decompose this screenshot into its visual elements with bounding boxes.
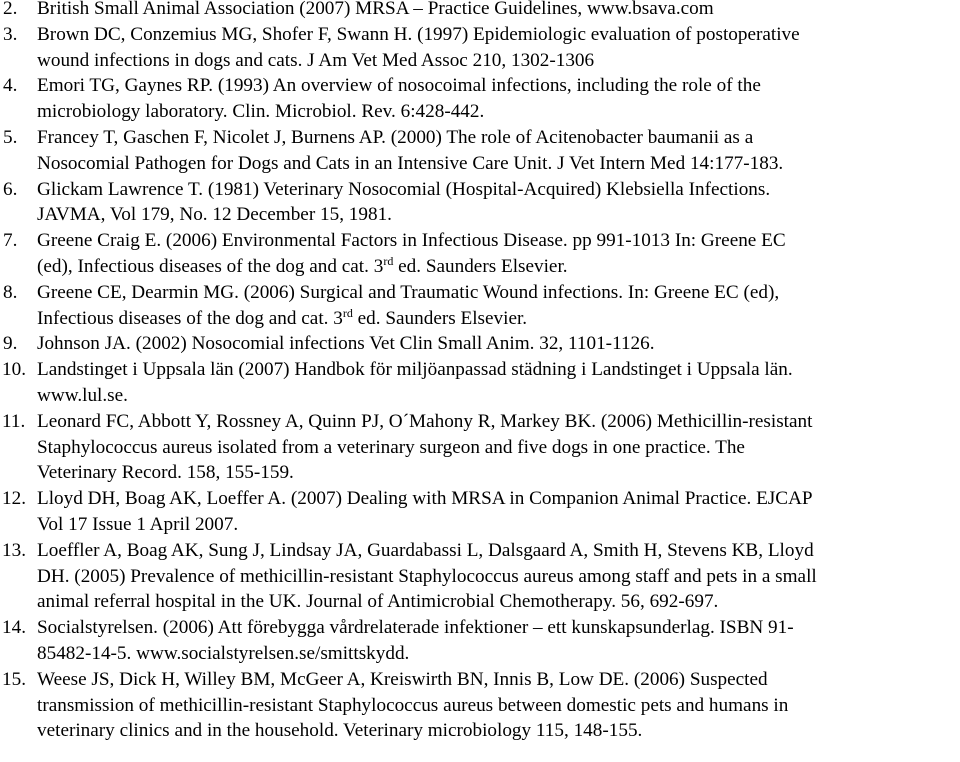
reference-number: 9.: [3, 333, 18, 355]
reference-number: 12.: [2, 488, 26, 510]
reference-text-line: Emori TG, Gaynes RP. (1993) An overview of nosocoimal infections, including the role of the: [37, 75, 761, 97]
reference-number: 2.: [3, 0, 18, 19]
reference-number: 5.: [3, 126, 18, 148]
reference-number: 14.: [2, 617, 26, 639]
reference-text-line: Weese JS, Dick H, Willey BM, McGeer A, Kreiswirth BN, Innis B, Low DE. (2006) Suspected: [37, 668, 768, 690]
reference-text-line: Greene CE, Dearmin MG. (2006) Surgical and Traumatic Wound infections. In: Greene EC (ed),: [37, 281, 780, 303]
reference-text-line: Francey T, Gaschen F, Nicolet J, Burnens AP. (2000) The role of Acitenobacter baumanii as a: [37, 126, 754, 148]
reference-text-fragment: ed. Saunders Elsevier.: [352, 307, 528, 329]
superscript-ordinal: rd: [383, 253, 394, 268]
reference-text-line: Landstinget i Uppsala län (2007) Handbok för miljöanpassad städning i Landstinget i Uppsala län.: [37, 359, 793, 381]
reference-number: 6.: [3, 178, 18, 200]
reference-text-line: Brown DC, Conzemius MG, Shofer F, Swann H. (1997) Epidemiologic evaluation of postoperative: [37, 23, 800, 45]
reference-text-fragment: ed. Saunders Elsevier.: [393, 255, 568, 277]
superscript-ordinal: rd: [342, 305, 353, 320]
reference-text-line: Nosocomial Pathogen for Dogs and Cats in an Intensive Care Unit. J Vet Intern Med 14:177-183.: [37, 152, 784, 174]
reference-text-line: DH. (2005) Prevalence of methicillin-resistant Staphylococcus aureus among staff and pets in a small: [37, 565, 817, 587]
reference-text-line: Leonard FC, Abbott Y, Rossney A, Quinn PJ, O´Mahony R, Markey BK. (2006) Methicillin-resistant: [37, 410, 813, 432]
reference-item-10: [0, 357, 960, 409]
reference-number: 11.: [2, 410, 26, 432]
reference-text-line: [37, 254, 956, 280]
reference-text-line: veterinary clinics and in the household. Veterinary microbiology 115, 148-155.: [37, 720, 643, 742]
reference-text-line: wound infections in dogs and cats. J Am Vet Med Assoc 210, 1302-1306: [37, 49, 595, 71]
reference-text-fragment: (ed), Infectious diseases of the dog and cat. 3: [37, 255, 384, 277]
reference-text-line: microbiology laboratory. Clin. Microbiol. Rev. 6:428-442.: [37, 101, 485, 123]
reference-number: 7.: [3, 230, 18, 252]
reference-item-11: [0, 409, 960, 486]
reference-text-line: transmission of methicillin-resistant Staphylococcus aureus between domestic pets and humans in: [37, 694, 789, 716]
reference-number: 13.: [2, 539, 26, 561]
reference-text-line: British Small Animal Association (2007) MRSA – Practice Guidelines, www.bsava.com: [37, 0, 714, 19]
reference-item-7: [0, 228, 960, 280]
reference-text-line: Greene Craig E. (2006) Environmental Factors in Infectious Disease. pp 991-1013 In: Greene EC: [37, 230, 786, 252]
reference-item-13: [0, 538, 960, 615]
reference-text-line: 85482-14-5. www.socialstyrelsen.se/smittskydd.: [37, 642, 410, 664]
reference-item-4: [0, 73, 960, 125]
reference-number: 15.: [2, 668, 26, 690]
reference-text-line: Lloyd DH, Boag AK, Loeffer A. (2007) Dealing with MRSA in Companion Animal Practice. EJCAP: [37, 488, 813, 510]
reference-item-8: [0, 280, 960, 332]
reference-text-line: Vol 17 Issue 1 April 2007.: [37, 513, 239, 535]
reference-text-line: Loeffler A, Boag AK, Sung J, Lindsay JA, Guardabassi L, Dalsgaard A, Smith H, Stevens KB, Lloyd: [37, 539, 814, 561]
reference-item-12: [0, 486, 960, 538]
reference-item-5: [0, 125, 960, 177]
reference-text-line: Glickam Lawrence T. (1981) Veterinary Nosocomial (Hospital-Acquired) Klebsiella Infections.: [37, 178, 771, 200]
reference-number: 10.: [2, 359, 26, 381]
reference-text-line: www.lul.se.: [37, 384, 128, 406]
reference-text-line: [37, 306, 956, 332]
reference-item-14: [0, 615, 960, 667]
reference-text-line: animal referral hospital in the UK. Journal of Antimicrobial Chemotherapy. 56, 692-697.: [37, 591, 719, 613]
reference-text-line: Staphylococcus aureus isolated from a veterinary surgeon and five dogs in one practice. The: [37, 436, 745, 458]
reference-text-line: Veterinary Record. 158, 155-159.: [37, 462, 294, 484]
reference-item-2: [0, 0, 960, 22]
reference-number: 8.: [3, 281, 18, 303]
reference-item-3: [0, 22, 960, 74]
reference-number: 4.: [3, 75, 18, 97]
reference-item-6: [0, 177, 960, 229]
reference-text-line: Johnson JA. (2002) Nosocomial infections Vet Clin Small Anim. 32, 1101-1126.: [37, 333, 655, 355]
reference-text-line: JAVMA, Vol 179, No. 12 December 15, 1981.: [37, 204, 392, 226]
reference-item-9: [0, 331, 960, 357]
reference-item-15: [0, 667, 960, 744]
reference-text-line: Socialstyrelsen. (2006) Att förebygga vårdrelaterade infektioner – ett kunskapsunderlag. ISBN 91-: [37, 617, 794, 639]
reference-number: 3.: [3, 23, 18, 45]
reference-text-fragment: Infectious diseases of the dog and cat. 3: [37, 307, 343, 329]
